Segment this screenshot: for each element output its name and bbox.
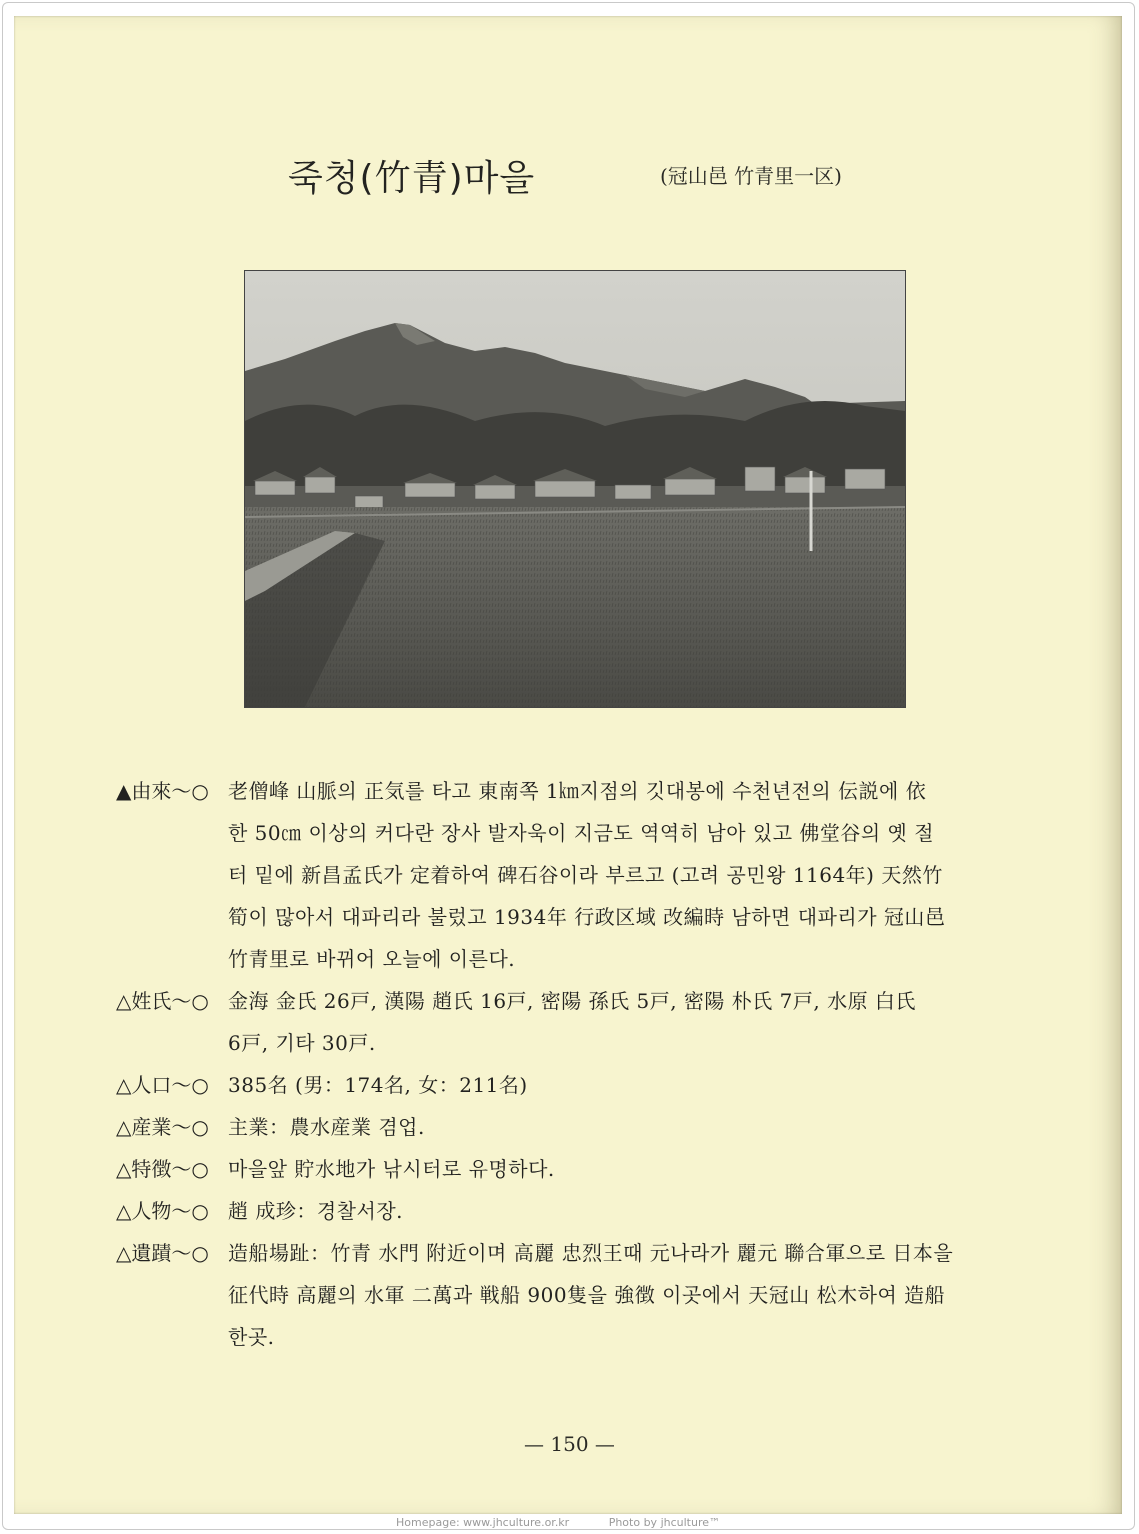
entry-population — [116, 1064, 1046, 1106]
entry-relics — [116, 1232, 1046, 1358]
entry-head: △特徴～○ — [116, 1157, 209, 1181]
entry-origin — [116, 770, 1046, 980]
entry-surnames — [116, 980, 1046, 1064]
entry-line: 터 밑에 新昌孟氏가 定着하여 碑石谷이라 부르고 (고려 공민왕 1164年) 天然竹 — [228, 863, 943, 887]
entry-line: 마을앞 貯水地가 낚시터로 유명하다. — [228, 1157, 555, 1181]
entry-line: 造船場趾：竹青 水門 附近이며 高麗 忠烈王때 元나라가 麗元 聯合軍으로 日本을 — [228, 1241, 954, 1265]
footer-photo-credit: Photo by jhculture™ — [608, 1516, 721, 1529]
entry-head: △産業～○ — [116, 1115, 209, 1139]
entry-line: 한 50㎝ 이상의 커다란 장사 발자욱이 지금도 역역히 남아 있고 佛堂谷의 옛 절 — [228, 821, 935, 845]
entry-industry — [116, 1106, 1046, 1148]
body-text — [116, 770, 1046, 1358]
entry-line: 385名 (男：174名, 女：211名) — [228, 1073, 528, 1097]
page-subtitle: (冠山邑 竹青里一区) — [660, 164, 842, 188]
entry-line: 筍이 많아서 대파리라 불렀고 1934年 行政区域 改編時 남하면 대파리가 冠山邑 — [228, 905, 946, 929]
entry-features — [116, 1148, 1046, 1190]
entry-line: 6戸, 기타 30戸. — [228, 1031, 376, 1055]
page-number: — 150 — — [524, 1432, 615, 1456]
entry-line: 한곳. — [228, 1325, 275, 1349]
entry-head: ▲由來～○ — [116, 779, 209, 803]
entry-head: △遺蹟～○ — [116, 1241, 209, 1265]
entry-head: △姓氏～○ — [116, 989, 209, 1013]
title-row — [288, 150, 928, 210]
entry-line: 主業：農水産業 겸업. — [228, 1115, 425, 1139]
village-photo-image — [245, 271, 905, 707]
entry-line: 竹青里로 바뀌어 오늘에 이른다. — [228, 947, 516, 971]
page-title: 죽청(竹青)마을 — [288, 158, 536, 199]
entry-line: 趙 成珍：경찰서장. — [228, 1199, 403, 1223]
entry-head: △人物～○ — [116, 1199, 209, 1223]
entry-people — [116, 1190, 1046, 1232]
footer — [396, 1516, 756, 1529]
entry-line: 金海 金氏 26戸, 漢陽 趙氏 16戸, 密陽 孫氏 5戸, 密陽 朴氏 7戸, 水原 白氏 — [228, 989, 916, 1013]
village-photo — [244, 270, 906, 708]
entry-head: △人口～○ — [116, 1073, 209, 1097]
entry-line: 征代時 高麗의 水軍 二萬과 戦船 900隻을 強徴 이곳에서 天冠山 松木하여 造船 — [228, 1283, 946, 1307]
entry-line: 老僧峰 山脈의 正気를 타고 東南쪽 1㎞지점의 깃대봉에 수천년전의 伝説에 依 — [228, 779, 927, 803]
footer-homepage-link[interactable]: Homepage: www.jhculture.or.kr — [396, 1516, 570, 1529]
